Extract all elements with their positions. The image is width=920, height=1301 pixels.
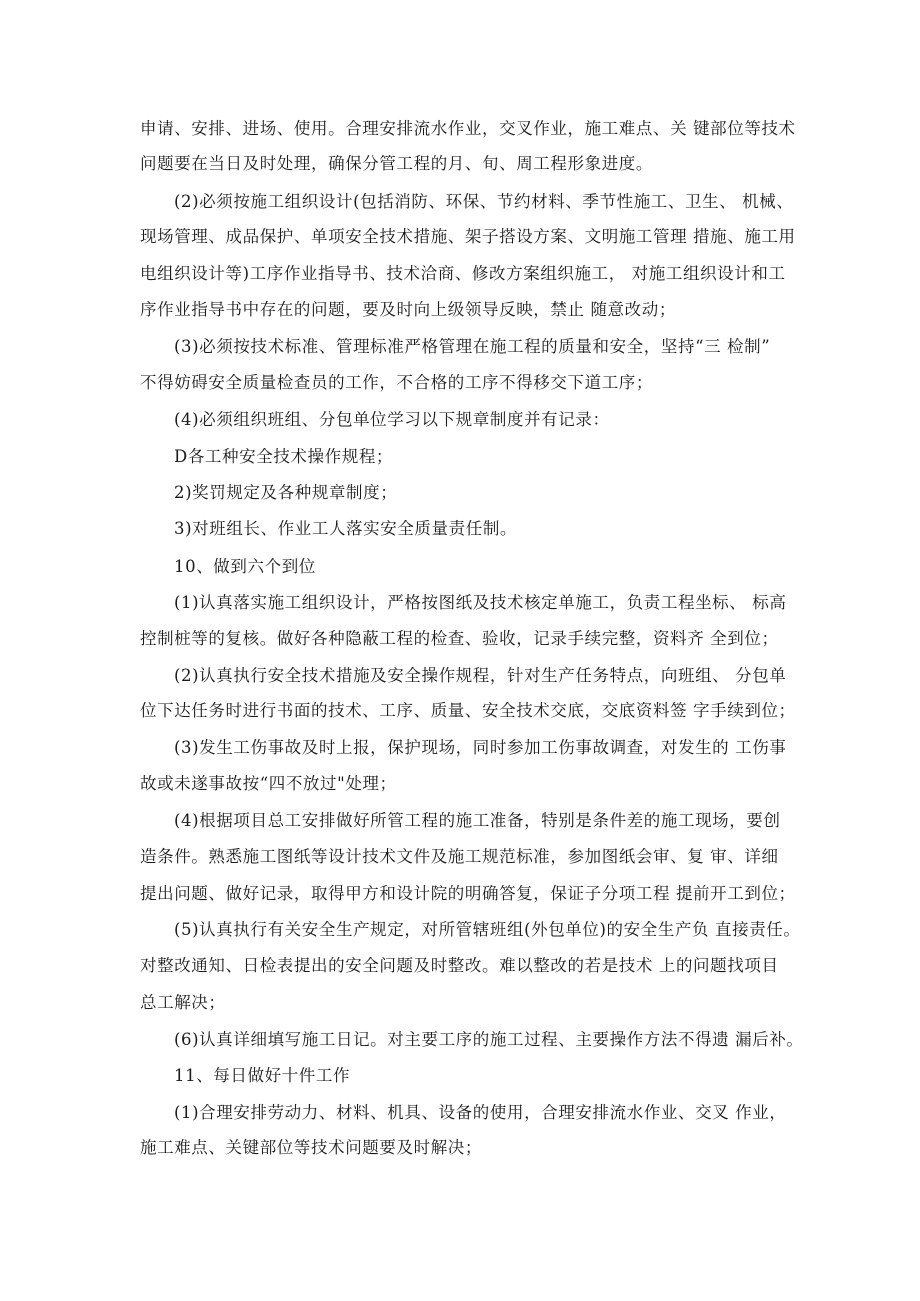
list-item: 2)奖罚规定及各种规章制度； [174, 483, 398, 502]
body-text-line: 造条件。熟悉施工图纸等设计技术文件及施工规范标准，参加图纸会审、复 审、详细 [140, 847, 779, 866]
paragraph-line: (1)合理安排劳动力、材料、机具、设备的使用，合理安排流水作业、交叉 作业， [174, 1103, 787, 1122]
paragraph-line: (3)必须按技术标准、管理标准严格管理在施工程的质量和安全，坚持“三 检制” [174, 337, 771, 356]
paragraph-line: (3)发生工伤事故及时上报，保护现场，同时参加工伤事故调查，对发生的 工伤事 [174, 738, 787, 757]
paragraph-line: (5)认真执行有关安全生产规定，对所管辖班组(外包单位)的安全生产负 直接责任。 [174, 920, 801, 939]
body-text-line: 不得妨碍安全质量检查员的工作，不合格的工序不得移交下道工序； [140, 373, 653, 392]
body-text-line: 现场管理、成品保护、单项安全技术措施、架子搭设方案、文明施工管理 措施、施工用 [140, 227, 796, 246]
section-heading: 11、每日做好十件工作 [174, 1066, 351, 1085]
section-heading: 10、做到六个到位 [174, 557, 316, 576]
body-text-line: 电组织设计等)工序作业指导书、技术洽商、修改方案组织施工， 对施工组织设计和工 [140, 264, 786, 283]
paragraph-line: (4)根据项目总工安排做好所管工程的施工准备，特别是条件差的施工现场，要创 [174, 811, 781, 830]
list-item: D各工种安全技术操作规程； [174, 447, 394, 466]
paragraph-line: (2)必须按施工组织设计(包括消防、环保、节约材料、季节性施工、卫生、 机械、 [174, 192, 794, 211]
paragraph-line: (1)认真落实施工组织设计，严格按图纸及技术核定单施工，负责工程坐标、 标高 [174, 593, 787, 612]
body-text-line: 位下达任务时进行书面的技术、工序、质量、安全技术交底，交底资料签 字手续到位； [140, 701, 796, 720]
paragraph-line: (2)认真执行安全技术措施及安全操作规程，针对生产任务特点，向班组、 分包单 [174, 666, 787, 685]
body-text-line: 序作业指导书中存在的问题，要及时向上级领导反映，禁止 随意改动； [140, 300, 676, 319]
body-text-line: 故或未遂事故按“四不放过"处理； [140, 774, 397, 793]
body-text-line: 申请、安排、进场、使用。合理安排流水作业，交叉作业，施工难点、关 键部位等技术 [140, 119, 796, 138]
body-text-line: 问题要在当日及时处理，确保分管工程的月、旬、周工程形象进度。 [140, 154, 653, 173]
paragraph-line: (6)认真详细填写施工日记。对主要工序的施工过程、主要操作方法不得遗 漏后补。 [174, 1030, 804, 1049]
body-text-line: 提出问题、做好记录，取得甲方和设计院的明确答复，保证子分项工程 提前开工到位； [140, 884, 796, 903]
paragraph-line: (4)必须组织班组、分包单位学习以下规章制度并有记录： [174, 410, 610, 429]
body-text-line: 总工解决； [140, 993, 226, 1012]
body-text-line: 施工难点、关键部位等技术问题要及时解决； [140, 1138, 482, 1157]
body-text-line: 对整改通知、日检表提出的安全问题及时整改。难以整改的若是技术 上的问题找项目 [140, 956, 779, 975]
list-item: 3)对班组长、作业工人落实安全质量责任制。 [174, 519, 518, 538]
body-text-line: 控制桩等的复核。做好各种隐蔽工程的检查、验收，记录手续完整，资料齐 全到位； [140, 629, 779, 648]
